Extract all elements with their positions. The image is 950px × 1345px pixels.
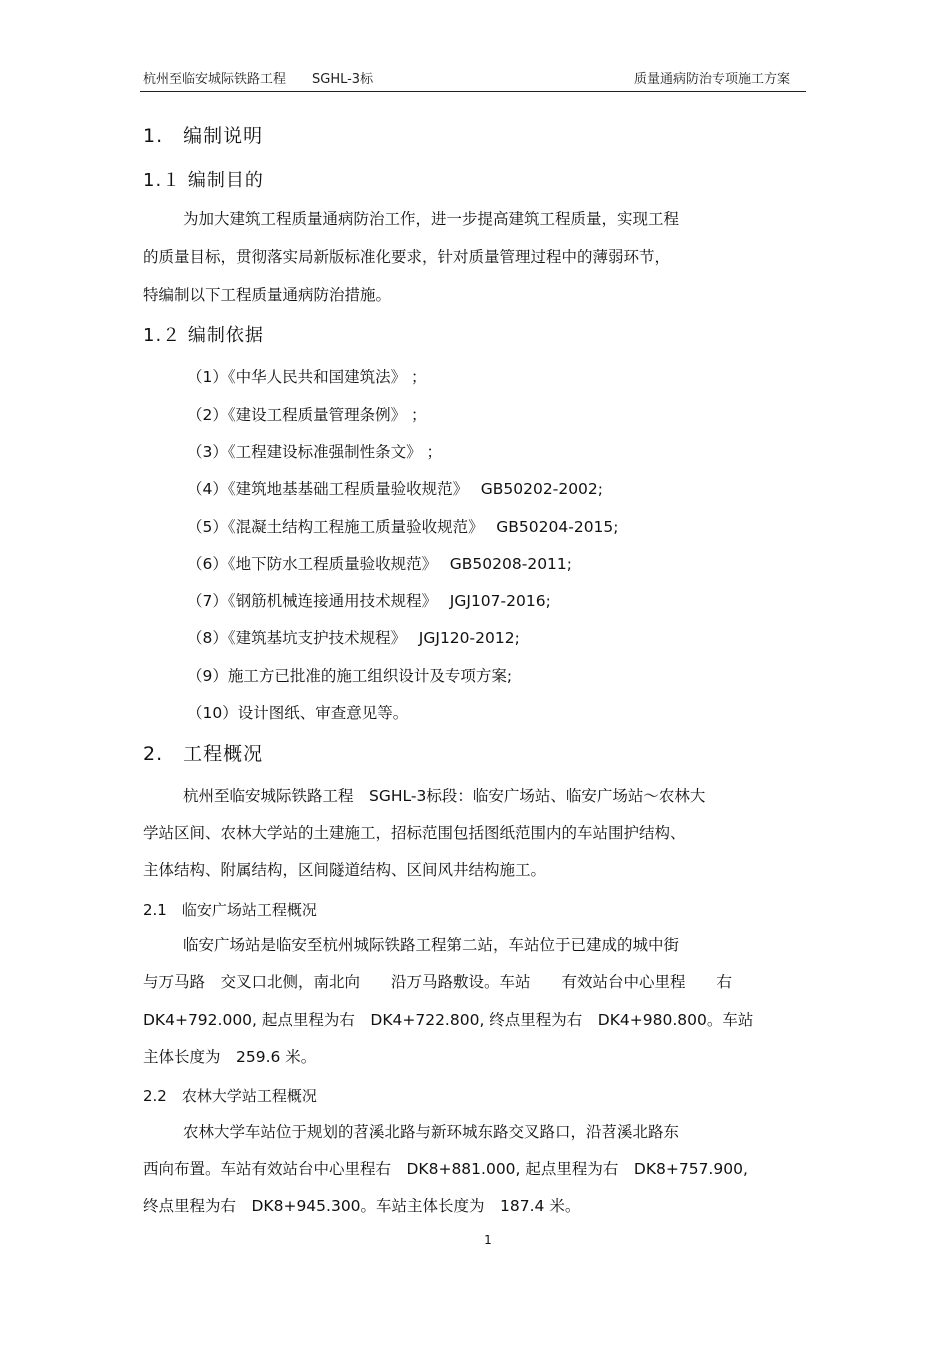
list-item: （10）设计图纸、审查意见等。: [187, 704, 409, 722]
section-1-1-title: 1.１ 编制目的: [143, 170, 264, 191]
list-item: （8）《建筑基坑支护技术规程》 JGJ120-2012;: [187, 629, 520, 647]
header-right: 质量通病防治专项施工方案: [633, 72, 790, 87]
paragraph-line: 与万马路 交叉口北侧，南北向 沿万马路敷设。车站 有效站台中心里程 右: [143, 973, 733, 991]
list-item: （4）《建筑地基基础工程质量验收规范》 GB50202-2002;: [187, 480, 604, 498]
paragraph-line: 杭州至临安城际铁路工程 SGHL-3标段：临安广场站、临安广场站～农林大: [183, 787, 706, 805]
section-2-1-title: 2.1 临安广场站工程概况: [143, 901, 317, 919]
paragraph-line: DK4+792.000, 起点里程为右 DK4+722.800, 终点里程为右 DK4+980.800。车站: [143, 1011, 754, 1029]
section-1-2-title: 1.２ 编制依据: [143, 325, 264, 346]
section-1-title: 1. 编制说明: [143, 125, 264, 147]
list-item: （3）《工程建设标准强制性条文》 ；: [187, 443, 443, 461]
paragraph-line: 农林大学车站位于规划的苕溪北路与新环城东路交叉路口，沿苕溪北路东: [183, 1123, 680, 1141]
paragraph-line: 西向布置。车站有效站台中心里程右 DK8+881.000, 起点里程为右 DK8+757.900,: [143, 1160, 748, 1178]
paragraph-line: 主体长度为 259.6 米。: [143, 1048, 317, 1066]
paragraph-line: 的质量目标，贯彻落实局新版标准化要求，针对质量管理过程中的薄弱环节，: [143, 248, 671, 266]
section-2-2-title: 2.2 农林大学站工程概况: [143, 1087, 317, 1105]
list-item: （5）《混凝土结构工程施工质量验收规范》 GB50204-2015;: [187, 518, 619, 536]
paragraph-line: 学站区间、农林大学站的土建施工，招标范围包括图纸范围内的车站围护结构、: [143, 824, 686, 842]
list-item: （1）《中华人民共和国建筑法》 ；: [187, 368, 427, 386]
paragraph-line: 特编制以下工程质量通病防治措施。: [143, 286, 392, 304]
list-item: （2）《建设工程质量管理条例》 ；: [187, 406, 427, 424]
paragraph-line: 终点里程为右 DK8+945.300。车站主体长度为 187.4 米。: [143, 1197, 581, 1215]
paragraph-line: 主体结构、附属结构，区间隧道结构、区间风井结构施工。: [143, 861, 547, 879]
list-item: （6）《地下防水工程质量验收规范》 GB50208-2011;: [187, 555, 573, 573]
section-2-title: 2. 工程概况: [143, 743, 264, 765]
page-number: 1: [484, 1233, 492, 1247]
header-left: 杭州至临安城际铁路工程 SGHL-3标: [143, 72, 374, 87]
paragraph-line: 为加大建筑工程质量通病防治工作，进一步提高建筑工程质量，实现工程: [183, 210, 680, 228]
paragraph-line: 临安广场站是临安至杭州城际铁路工程第二站，车站位于已建成的城中街: [183, 936, 680, 954]
list-item: （9）施工方已批准的施工组织设计及专项方案;: [187, 667, 513, 685]
list-item: （7）《钢筋机械连接通用技术规程》 JGJ107-2016;: [187, 592, 551, 610]
header-divider: [140, 91, 806, 92]
